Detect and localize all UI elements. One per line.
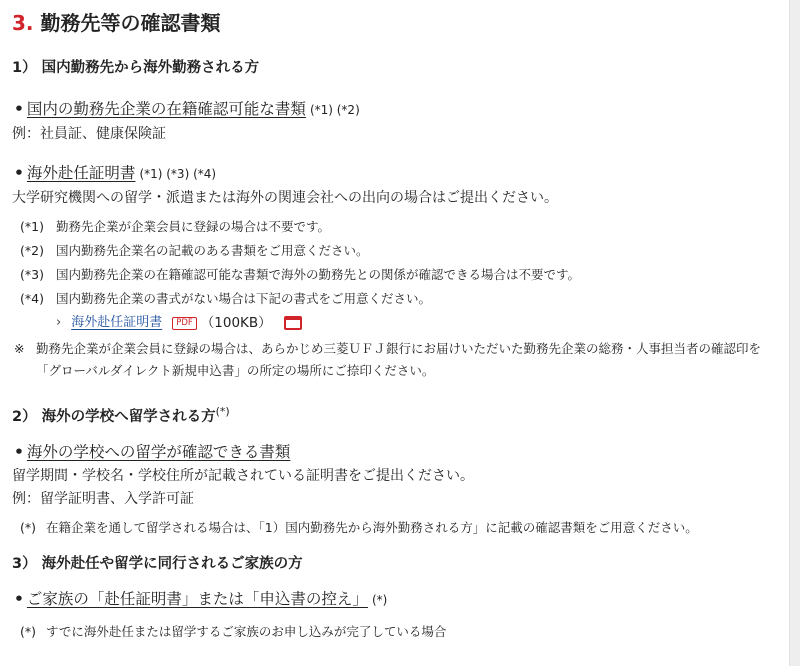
overseas-cert-marks: (*1) (*3) (*4)	[139, 167, 217, 181]
scrollbar-track[interactable]	[789, 0, 800, 666]
note-text: 在籍企業を通して留学される場合は、「1）国内勤務先から海外勤務される方」に記載の確認書類をご用意ください。	[46, 519, 698, 535]
study-doc-desc: 留学期間・学校名・学校住所が記載されている証明書をご提出ください。	[12, 467, 474, 484]
kome-mark: ※	[14, 341, 25, 356]
note-item	[12, 218, 782, 235]
bullet-dot: •	[14, 589, 24, 608]
bullet-family-doc	[12, 588, 782, 611]
overseas-cert-label: 海外赴任証明書	[26, 164, 136, 182]
overseas-cert-desc: 大学研究機関への留学・派遣または海外の関連会社への出向の場合はご提出ください。	[12, 190, 558, 206]
new-window-icon[interactable]	[284, 316, 302, 330]
note-text: 国内勤務先企業の書式がない場合は下記の書式をご用意ください。	[56, 291, 432, 306]
note-item	[12, 519, 782, 536]
bullet-dot: •	[14, 442, 24, 461]
bullet-dot: •	[14, 164, 24, 182]
part3-notes	[12, 623, 782, 640]
part2-heading-mark: (*)	[215, 405, 230, 418]
note-item	[12, 266, 782, 283]
part1-heading: 1） 国内勤務先から海外勤務される方	[12, 60, 260, 76]
kome-note	[12, 338, 782, 382]
note-text: 国内勤務先企業の在籍確認可能な書類で海外の勤務先との関係が確認できる場合は不要です。	[56, 267, 581, 282]
employment-doc-example: 例：社員証、健康保険証	[12, 126, 166, 142]
study-doc-label: 海外の学校への留学が確認できる書類	[26, 442, 291, 461]
note-mark: (*2)	[20, 243, 44, 258]
note-text: 勤務先企業が企業会員に登録の場合は不要です。	[56, 219, 331, 234]
note-mark: (*4)	[20, 291, 44, 306]
bullet-dot: •	[14, 100, 24, 118]
note-mark: (*3)	[20, 267, 44, 282]
main-content	[12, 0, 782, 647]
download-row	[56, 314, 782, 332]
bullet-study-doc	[12, 441, 782, 463]
pdf-icon: PDF	[172, 317, 197, 330]
section-title	[12, 10, 782, 36]
family-doc-marks: (*)	[371, 592, 388, 607]
note-mark: (*)	[20, 623, 37, 639]
part2-heading	[12, 402, 782, 427]
note-text: 国内勤務先企業名の記載のある書類をご用意ください。	[56, 243, 369, 258]
family-doc-label: ご家族の「赴任証明書」または「申込書の控え」	[26, 589, 368, 608]
section-title-text: 勤務先等の確認書類	[40, 11, 221, 35]
note-mark: (*1)	[20, 219, 44, 234]
chevron-right-icon: ›	[56, 315, 62, 330]
part1-notes	[12, 218, 782, 307]
file-size: （100KB）	[200, 315, 272, 331]
overseas-cert-download-link[interactable]: 海外赴任証明書	[71, 315, 163, 330]
note-item	[12, 242, 782, 259]
bullet-employment-doc	[12, 98, 782, 121]
part2-notes	[12, 519, 782, 536]
study-doc-example: 例：留学証明書、入学許可証	[12, 490, 194, 507]
part2-heading-text: 2） 海外の学校へ留学される方	[12, 408, 216, 425]
bullet-overseas-cert	[12, 162, 782, 185]
note-item	[12, 623, 782, 640]
section-number: 3.	[12, 11, 34, 35]
note-item	[12, 290, 782, 307]
employment-doc-marks: (*1) (*2)	[309, 103, 360, 117]
note-mark: (*)	[20, 519, 37, 535]
kome-text: 勤務先企業が企業会員に登録の場合は、あらかじめ三菱ＵＦＪ銀行にお届けいただいた勤務先企業の総務・人事担当者の確認印を「グローバルダイレクト新規申込書」の所定の場所にご捺印ください。	[36, 341, 762, 378]
employment-doc-label: 国内の勤務先企業の在籍確認可能な書類	[26, 100, 306, 118]
part3-heading: 3） 海外赴任や留学に同行されるご家族の方	[12, 555, 303, 572]
note-text: すでに海外赴任または留学するご家族のお申し込みが完了している場合	[46, 623, 447, 639]
